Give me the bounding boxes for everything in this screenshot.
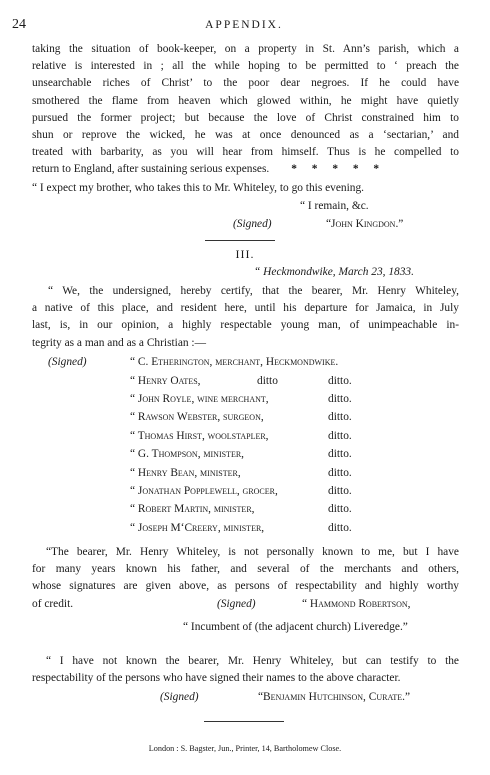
signatory-ditto: ditto [257, 375, 278, 387]
list-item [32, 354, 459, 371]
signed-text: (Signed) [48, 356, 87, 368]
page-header [12, 16, 476, 34]
text-line: tegrity as a man and as a Christian :— [32, 336, 206, 349]
signatory-name: “ John Royle, wine merchant, [130, 393, 269, 405]
signatory-name: “ C. Etherington, merchant, Heckmondwike. [130, 356, 339, 368]
signed-label [233, 216, 272, 233]
signed-text: (Signed) [217, 597, 256, 610]
signatory-place: ditto. [328, 393, 352, 405]
list-item [32, 428, 459, 445]
signature-kingdon: “John Kingdon.” [326, 218, 404, 230]
text-line: whose signatures are given above, as persons of respectability and highly worthy [32, 580, 459, 593]
paragraph-hutchinson [32, 653, 459, 687]
printer-imprint: London : S. Bagster, Jun., Printer, 14, Bartholomew Close. [148, 744, 342, 753]
text-line: pursued the former project; but because the love of Christ constrained him to [32, 111, 459, 124]
signatory-place: ditto. [328, 503, 352, 515]
signature-robertson: “ Hammond Robertson, [302, 597, 411, 610]
place-date: “ Heckmondwike, March 23, 1833. [254, 266, 414, 278]
text-line: smothered the flame from heaven which glowed within, he might have quietly [32, 94, 459, 107]
section-number: III. [235, 247, 255, 261]
signatory-place: ditto. [328, 522, 352, 534]
running-head: APPENDIX. [205, 19, 283, 31]
signed-text: (Signed) [233, 218, 272, 230]
list-item [32, 446, 459, 463]
signatory-list [32, 354, 459, 534]
list-item [32, 373, 459, 390]
text-line: shun or reprove the wicked, he was at once denounced as a ‘sectarian,’ and [32, 129, 459, 142]
paragraph-robertson [32, 544, 459, 613]
text-line: “ I have not known the bearer, Mr. Henry Whiteley, but can testify to the [46, 655, 459, 667]
list-item [32, 501, 459, 518]
text-line: a native of this place, and resident here, until his departure for Jamaica, in July [32, 302, 459, 315]
list-item [32, 483, 459, 500]
paragraph-certificate [32, 283, 459, 352]
text-line [32, 161, 459, 178]
section-rule [205, 240, 275, 241]
signatory-name: “ Thomas Hirst, woolstapler, [130, 430, 269, 442]
signatory-name: “ Robert Martin, minister, [130, 503, 255, 515]
signatory-name: “ Rawson Webster, surgeon, [130, 411, 264, 423]
signatory-place: ditto. [328, 375, 352, 387]
signatory-place: ditto. [328, 430, 352, 442]
text-line: treated with barbarity, as you will hear from himself. Thus is he compelled to [32, 146, 459, 159]
text-line: taking the situation of book-keeper, on a property in St. Ann’s parish, which a [32, 43, 459, 55]
list-item [32, 391, 459, 408]
text-line [32, 596, 459, 613]
signatory-name: “ Henry Bean, minister, [130, 467, 241, 479]
list-item [32, 409, 459, 426]
text-line: relative is interested in ; all the while hoping to be permitted to ‘ preach the [32, 60, 459, 73]
signatory-name: “ Jonathan Popplewell, grocer, [130, 485, 278, 497]
signatory-place: ditto. [328, 467, 352, 479]
closing-remain: “ I remain, &c. [300, 200, 369, 212]
page-number: 24 [12, 17, 26, 32]
signatory-name: “ Joseph M‘Creery, minister, [130, 522, 265, 534]
text-line: “The bearer, Mr. Henry Whiteley, is not personally known to me, but I have [46, 546, 459, 558]
list-item [32, 520, 459, 537]
signatory-name: “ G. Thompson, minister, [130, 448, 245, 460]
signatory-place: ditto. [328, 448, 352, 460]
signature-incumbent: “ Incumbent of (the adjacent church) Liveredge.” [183, 621, 408, 633]
signed-label [160, 689, 199, 706]
footer-rule [204, 721, 284, 722]
text-line: “ We, the undersigned, hereby certify, that the bearer, Mr. Henry Whiteley, [48, 285, 459, 297]
text-line: for many years known his father, and several of the merchants and others, [32, 563, 459, 576]
text-line: respectability of the persons who have signed their names to the above character. [32, 672, 401, 685]
signatory-place: ditto. [328, 485, 352, 497]
text-line: unsearchable riches of Christ’ to the poor dear negroes. If he could have [32, 77, 459, 90]
signature-hutchinson: “Benjamin Hutchinson, Curate.” [258, 691, 411, 703]
paragraph-expect: “ I expect my brother, who takes this to Mr. Whiteley, to go this evening. [32, 182, 365, 194]
text-line-end: return to England, after sustaining serious expenses. [32, 163, 270, 176]
asterisks: * * * * * [291, 163, 386, 176]
text-line-end: of credit. [32, 597, 74, 610]
list-item [32, 465, 459, 482]
signatory-name: “ Henry Oates, [130, 375, 201, 387]
paragraph-letter-continuation [32, 41, 459, 179]
signatory-place: ditto. [328, 411, 352, 423]
text-line: last, is, in our opinion, a highly respectable young man, of unimpeachable in- [32, 319, 459, 332]
signed-text: (Signed) [160, 691, 199, 703]
